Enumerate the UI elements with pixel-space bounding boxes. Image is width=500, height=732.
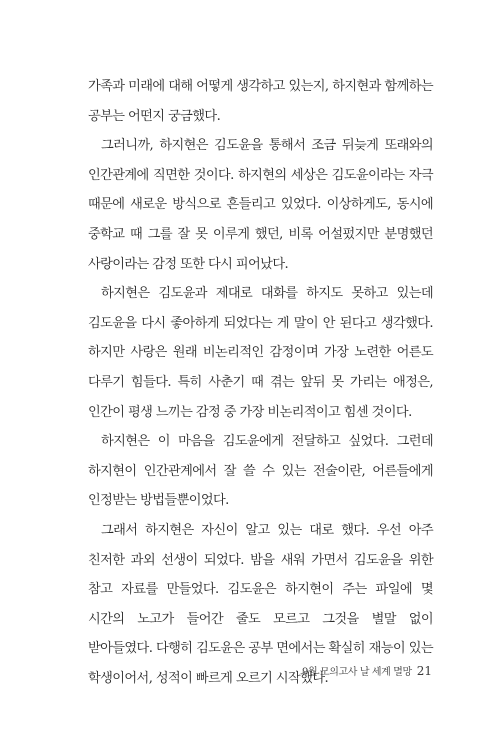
paragraph-5: 그래서 하지현은 자신이 알고 있는 대로 했다. 우선 아주 친저한 과외 선생이 되었다. 밤을 새워 가면서 김도윤을 위한 참고 자료를 만들었다. 김도윤은 하지현이 주는 파일에 몇 시간의 노고가 들어간 줄도 모르고 그것을 별말 없이 받아들였다. 다행히 김도윤은 공부 면에서는 확실히 재능이 있는 학생이어서, 성적이 빠르게 오르기 시작했다. bbox=[88, 522, 433, 686]
body-text bbox=[88, 72, 433, 693]
page-footer bbox=[302, 663, 432, 678]
paragraph-2: 그러니까, 하지현은 김도윤을 통해서 조금 뒤늦게 또래와의 인간관계에 직면한 것이다. 하지현의 세상은 김도윤이라는 자극 때문에 새로운 방식으로 흔들리고 있었다. 이상하게도, 동시에 중학교 때 그를 잘 못 이루게 했던, 비록 어설펐지만 분명했던 사랑이라는 감정 또한 다시 피어났다. bbox=[88, 138, 433, 272]
paragraph-4: 하지현은 이 마음을 김도윤에게 전달하고 싶었다. 그런데 하지현이 인간관계에서 잘 쓸 수 있는 전술이란, 어른들에게 인정받는 방법들뿐이었다. bbox=[88, 434, 433, 509]
paragraph-1: 가족과 미래에 대해 어떻게 생각하고 있는지, 하지현과 함께하는 공부는 어떤지 궁금했다. bbox=[88, 79, 433, 124]
running-footer-chapter-title: 9월 모의고사 날 세계 멸망 bbox=[302, 667, 412, 678]
paragraph-3: 하지현은 김도윤과 제대로 대화를 하지도 못하고 있는데 김도윤을 다시 좋아하게 되었다는 게 말이 안 된다고 생각했다. 하지만 사랑은 원래 비논리적인 감정이며 가장 노련한 어른도 다루기 힘들다. 특히 사춘기 때 겪는 앞뒤 못 가리는 애정은, 인간이 평생 느끼는 감정 중 가장 비논리적이고 힘센 것이다. bbox=[88, 286, 433, 420]
page-number: 21 bbox=[416, 664, 432, 678]
